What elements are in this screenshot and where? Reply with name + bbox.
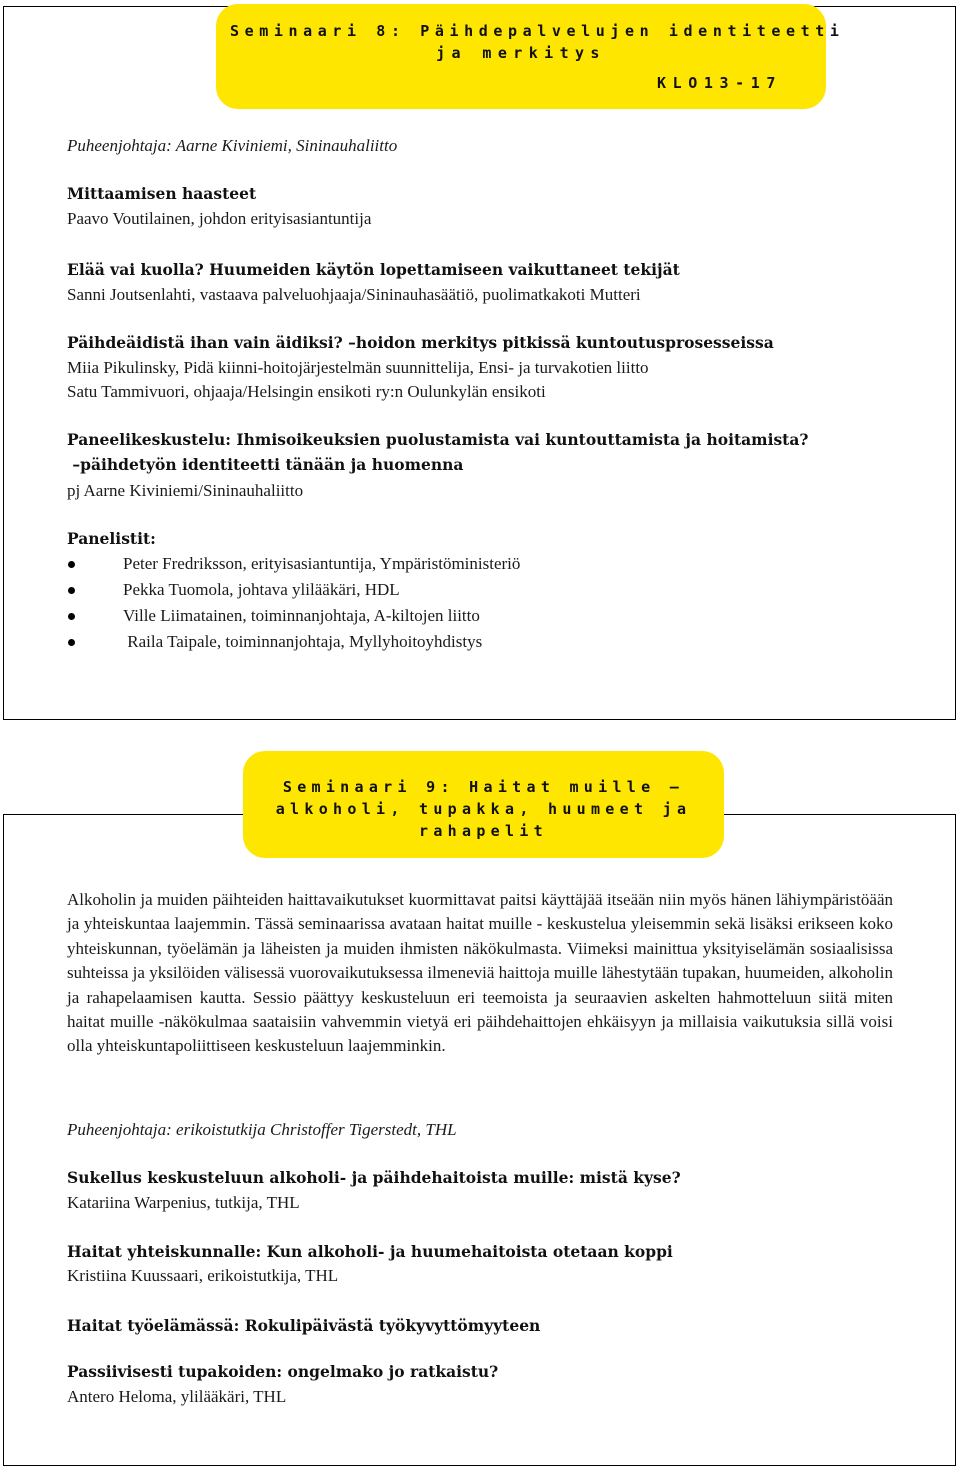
seminar8-time: KLO13-17 — [656, 74, 782, 92]
talk-title: Mittaamisen haasteet — [67, 184, 257, 203]
panelists-heading: Panelistit: — [67, 529, 156, 548]
seminar9-description: Alkoholin ja muiden päihteiden haittavaikutukset kuormittavat paitsi käyttäjää itseään niin myös hänen lähiympäristöään ja yhteiskuntaa laajemmin. Tässä seminaarissa avataan haitat muille - keskustelua yleisemmin sekä lisäksi erikseen koko yhteiskunnan, työelämän ja läheisten ja muiden ihmisten näkökulmasta. Viimeksi mainittua yksityiselämän sosiaalisissa suhteissa ja yksilöiden välisessä vuorovaikutuksessa ilmeneviä haittoja muille lähestytään tupakan, huumeiden, alkoholin ja rahapelaamisen kautta. Sessio päättyy keskusteluun eri teemoista ja seuraavien askelten hahmotteluun siitä miten haitat muille -näkökulmaa saataisiin vahvemmin vietyä eri päihdehaittojen ehkäisyyn ja millaisia vaikutuksia sillä voisi olla yhteiskuntapoliittiseen keskusteluun laajemminkin. — [67, 890, 893, 1056]
bullet-icon — [68, 561, 75, 568]
panelist-name: Pekka Tuomola, johtava ylilääkäri, HDL — [123, 580, 400, 599]
talk-speaker: Miia Pikulinsky, Pidä kiinni-hoitojärjestelmän suunnittelija, Ensi- ja turvakotien liitto — [67, 358, 649, 377]
talk-speaker: Satu Tammivuori, ohjaaja/Helsingin ensikoti ry:n Oulunkylän ensikoti — [67, 382, 546, 401]
panel-title: Paneelikeskustelu: Ihmisoikeuksien puolustamista vai kuntouttamista ja hoitamista? — [67, 430, 809, 449]
seminar8-banner — [216, 4, 845, 109]
list-item — [67, 554, 520, 580]
talk-title: Elää vai kuolla? Huumeiden käytön lopettamiseen vaikuttaneet tekijät — [67, 260, 680, 279]
seminar9-title-line2: alkoholi, tupakka, huumeet ja — [275, 800, 692, 818]
talk-speaker: Paavo Voutilainen, johdon erityisasiantuntija — [67, 209, 372, 228]
seminar9-banner — [243, 751, 724, 858]
panel-subtitle: –päihdetyön identiteetti tänään ja huomenna — [67, 455, 464, 474]
panelist-name: Peter Fredriksson, erityisasiantuntija, Ympäristöministeriö — [123, 554, 521, 573]
panelists-list — [67, 554, 520, 658]
talk-speaker: Sanni Joutsenlahti, vastaava palveluohjaaja/Sininauhasäätiö, puolimatkakoti Mutteri — [67, 285, 641, 304]
seminar8-chair: Puheenjohtaja: Aarne Kiviniemi, Sininauhaliitto — [67, 136, 398, 155]
seminar8-title-line2: ja merkitys — [436, 44, 606, 62]
list-item — [67, 606, 520, 632]
bullet-icon — [68, 587, 75, 594]
seminar9-chair: Puheenjohtaja: erikoistutkija Christoffer Tigerstedt, THL — [67, 1120, 457, 1139]
talk-title: Passiivisesti tupakoiden: ongelmako jo ratkaistu? — [67, 1362, 499, 1381]
panelist-name: Ville Liimatainen, toiminnanjohtaja, A-kiltojen liitto — [123, 606, 480, 625]
talk-title: Haitat yhteiskunnalle: Kun alkoholi- ja huumehaitoista otetaan koppi — [67, 1242, 673, 1261]
talk-speaker: Kristiina Kuussaari, erikoistutkija, THL — [67, 1266, 339, 1285]
seminar8-title-line1: Seminaari 8: Päihdepalvelujen identiteetti — [230, 22, 845, 40]
bullet-icon — [68, 613, 75, 620]
seminar9-title-line3: rahapelit — [419, 822, 548, 840]
list-item — [67, 580, 520, 606]
seminar9-title-line1: Seminaari 9: Haitat muille – — [282, 778, 685, 796]
talk-title: Haitat työelämässä: Rokulipäivästä työkyvyttömyyteen — [67, 1316, 541, 1335]
list-item — [67, 632, 520, 658]
panel-host: pj Aarne Kiviniemi/Sininauhaliitto — [67, 481, 304, 500]
talk-speaker: Katariina Warpenius, tutkija, THL — [67, 1193, 300, 1212]
panelist-name: Raila Taipale, toiminnanjohtaja, Myllyhoitoyhdistys — [123, 632, 483, 651]
bullet-icon — [68, 639, 75, 646]
talk-title: Päihdeäidistä ihan vain äidiksi? –hoidon merkitys pitkissä kuntoutusprosesseissa — [67, 333, 774, 352]
talk-speaker: Antero Heloma, ylilääkäri, THL — [67, 1387, 287, 1406]
talk-title: Sukellus keskusteluun alkoholi- ja päihdehaitoista muille: mistä kyse? — [67, 1168, 681, 1187]
